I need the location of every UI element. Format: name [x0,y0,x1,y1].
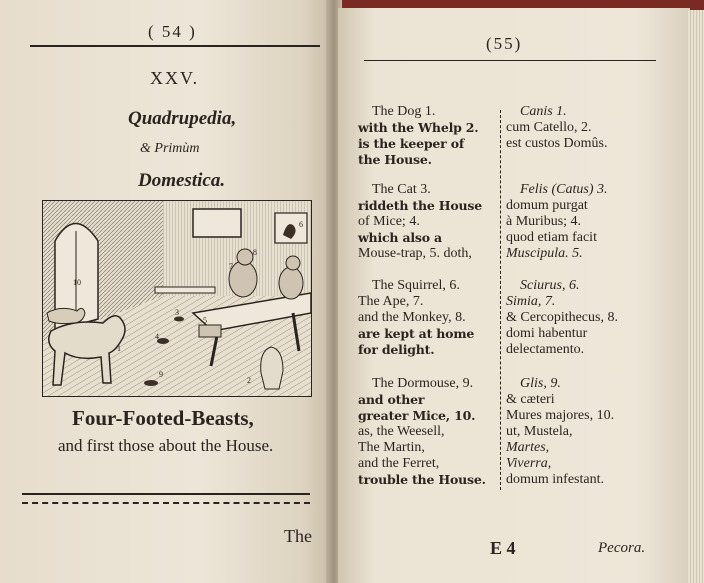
caption-line-2: and first those about the House. [58,436,274,455]
right-catchword: Pecora. [598,540,646,556]
english-line: and the Monkey, 8. [358,310,466,325]
dormouse [174,317,184,322]
english-line: Mouse-trap, 5. doth, [358,246,472,261]
footer-rule-2 [22,502,310,504]
figure-number: 10 [73,278,81,287]
latin-line: cum Catello, 2. [506,120,592,135]
footer-rule-1 [22,493,310,495]
english-line: trouble the House. [358,472,486,487]
latin-line: quod etiam facit [506,230,597,245]
english-entry [358,376,486,488]
whelp [261,347,283,389]
rat [144,380,158,386]
latin-line: Sciurus, 6. [520,278,580,293]
column-divider [500,110,501,490]
latin-entry [506,376,614,488]
page-edges [688,10,704,583]
english-line: the House. [358,152,432,167]
figure-number: 8 [253,248,257,257]
english-line: greater Mice, 10. [358,408,476,423]
latin-line: Mures majores, 10. [506,408,615,423]
signature-mark: E 4 [490,538,516,558]
figure-number: 1 [117,344,121,353]
latin-line: Glis, 9. [520,376,561,391]
english-line: The Martin, [358,440,425,455]
latin-line: & cæteri [506,392,555,407]
mouse-trap [199,325,221,337]
latin-line: domi habentur [506,326,588,341]
figure-number: 5 [203,316,207,325]
latin-line: & Cercopithecus, 8. [506,310,618,325]
english-line: are kept at home [358,326,475,341]
chapter-number: XXV. [150,68,200,88]
english-entry [358,182,482,262]
latin-line: domum infestant. [506,472,604,487]
latin-line: Simia, 7. [506,294,556,309]
english-line: The Cat 3. [372,182,431,197]
latin-line: Viverra, [506,456,552,471]
header-rule-left [30,45,320,47]
left-page-number: ( 54 ) [148,22,197,41]
latin-line: Felis (Catus) 3. [520,182,608,197]
latin-line: Martes, [506,440,550,455]
english-line: riddeth the House [358,198,482,213]
english-line: for delight. [358,342,435,357]
english-line: as, the Weesell, [358,424,445,439]
english-line: with the Whelp 2. [358,120,479,135]
english-line: which also a [358,230,442,245]
figure-number: 4 [155,332,159,341]
right-page-number: (55) [486,34,523,53]
latin-line: domum purgat [506,198,588,213]
figure-number: 7 [229,262,233,271]
latin-line: à Muribus; 4. [506,214,582,229]
bench [155,287,215,293]
caption-line-1: Four-Footed-Beasts, [72,406,254,430]
left-catchword: The [284,526,312,546]
latin-entry [506,182,608,262]
english-line: of Mice; 4. [358,214,420,229]
english-line: The Ape, 7. [358,294,424,309]
woodcut-scene [43,201,311,396]
ape [229,261,257,297]
english-line: and the Ferret, [358,456,440,471]
english-entry [358,104,478,168]
latin-line: ut, Mustela, [506,424,573,439]
window [193,209,241,237]
figure-number: 6 [299,220,303,229]
title-latin-2: & Primùm [140,141,200,156]
english-entry [358,278,474,358]
latin-line: Canis 1. [520,104,567,119]
latin-entry [506,278,618,358]
figure-number: 2 [247,376,251,385]
figure-number: 9 [159,370,163,379]
woodcut-illustration [42,200,312,397]
cat [47,308,85,323]
english-line: The Dog 1. [372,104,436,119]
title-latin-3: Domestica. [138,170,226,191]
latin-line: est custos Domûs. [506,136,608,151]
figure-number: 3 [175,308,179,317]
header-rule-right [364,60,656,61]
latin-entry [506,104,608,152]
monkey [279,267,303,299]
title-latin-1: Quadrupedia, [128,108,237,129]
latin-line: delectamento. [506,342,585,357]
latin-line: Muscipula. 5. [506,246,583,261]
english-line: is the keeper of [358,136,465,151]
english-line: The Dormouse, 9. [372,376,474,391]
english-line: and other [358,392,425,407]
english-line: The Squirrel, 6. [372,278,460,293]
